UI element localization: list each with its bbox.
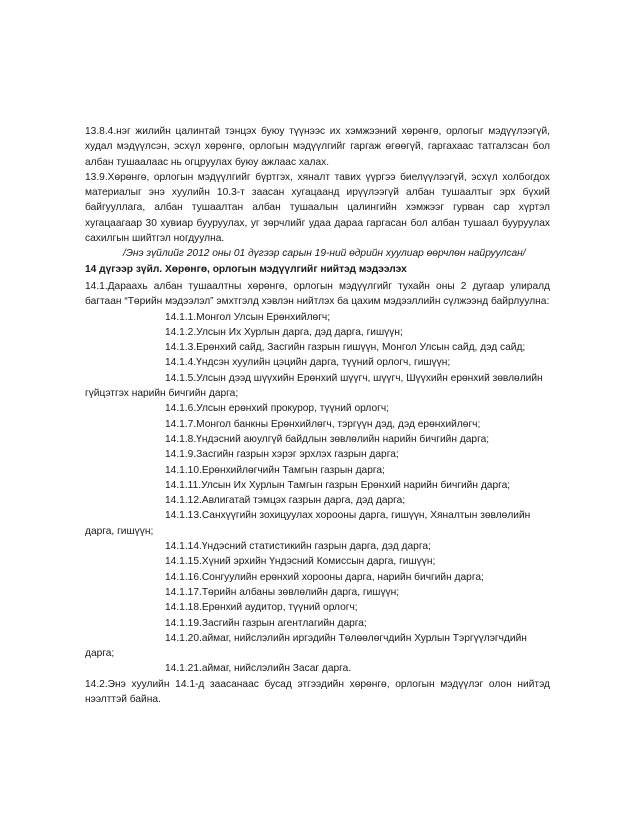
list-item: 14.1.20.аймаг, нийслэлийн иргэдийн Төлөөлөгчдийн Хурлын Тэргүүлэгчдийн (165, 632, 527, 644)
list-item: 14.1.21.аймаг, нийслэлийн Засаг дарга. (165, 663, 352, 675)
list-item: 14.1.9.Засгийн газрын хэрэг эрхлэх газрын дарга; (165, 449, 399, 461)
list-item: 14.1.16.Сонгуулийн ерөнхий хорооны дарга, нарийн бичгийн дарга; (165, 571, 484, 583)
list-item: 14.1.14.Үндэсний статистикийн газрын дарга, дэд дарга; (165, 541, 431, 553)
paragraph-13-8-4: 13.8.4.нэг жилийн цалинтай тэнцэх буюу түүнээс их хэмжээний хөрөнгө, орлогыг мэдүүлээгүй, худал мэдүүлсэн, эсхүл хөрөнгө, орлогын мэдүүлгийг гаргаж өгөөгүй, гаргахаас татгалзсан бол албан тушаалаас нь огцруулах буюу ажлаас халах. (85, 126, 550, 168)
list-item: 14.1.4.Үндсэн хуулийн цэцийн дарга, түүний орлогч, гишүүн; (165, 357, 451, 369)
list-item-continuation: дарга; (85, 648, 115, 660)
list-item: 14.1.15.Хүний эрхийн Үндэсний Комиссын дарга, гишүүн; (165, 556, 436, 568)
list-item: 14.1.1.Монгол Улсын Ерөнхийлөгч; (165, 311, 331, 323)
list-item: 14.1.7.Монгол банкны Ерөнхийлөгч, тэргүүн дэд, дэд ерөнхийлөгч; (165, 418, 481, 430)
list-item: 14.1.19.Засгийн газрын агентлагийн дарга; (165, 617, 367, 629)
list-item: 14.1.8.Үндэсний аюулгүй байдлын зөвлөлийн нарийн бичгийн дарга; (165, 433, 490, 445)
list-item: 14.1.13.Санхүүгийн зохицуулах хорооны дарга, гишүүн, Хяналтын зөвлөлийн (165, 510, 531, 522)
list-item: 14.1.10.Ерөнхийлөгчийн Тамгын газрын дарга; (165, 464, 385, 476)
paragraph-14-2: 14.2.Энэ хуулийн 14.1-д заасанаас бусад этгээдийн хөрөнгө, орлогын мэдүүлэг олон нийтэд нээлттэй байна. (85, 678, 550, 705)
amendment-note: /Энэ зүйлийг 2012 оны 01 дүгээр сарын 19-ний өдрийн хуулиар өөрчлөн найруулсан/ (123, 248, 526, 260)
article-14-1-list (85, 310, 550, 677)
list-item-continuation: дарга, гишүүн; (85, 525, 154, 537)
list-item: 14.1.5.Улсын дээд шүүхийн Ерөнхий шүүгч, шүүгч, Шүүхийн ерөнхий зөвлөлийн (165, 372, 543, 384)
article-14-heading: 14 дүгээр зүйл. Хөрөнгө, орлогын мэдүүлгийг нийтэд мэдээлэх (85, 263, 407, 275)
document-page (85, 124, 550, 707)
list-item: 14.1.11.Улсын Их Хурлын Тамгын газрын Ерөнхий нарийн бичгийн дарга; (165, 479, 511, 491)
list-item: 14.1.12.Авлигатай тэмцэх газрын дарга, дэд дарга; (165, 495, 406, 507)
list-item: 14.1.18.Ерөнхий аудитор, түүний орлогч; (165, 602, 358, 614)
paragraph-14-1: 14.1.Дараахь албан тушаалтны хөрөнгө, орлогын мэдүүлгийг тухайн оны 2 дугаар улиралд багтаан “Төрийн мэдээлэл” эмхтгэлд хэвлэн нийтлэх ба цахим мэдээллийн сүлжээнд байрлуулна: (85, 280, 550, 308)
list-item: 14.1.6.Улсын ерөнхий прокурор, түүний орлогч; (165, 403, 389, 415)
list-item: 14.1.17.Төрийн албаны зөвлөлийн дарга, гишүүн; (165, 586, 400, 598)
list-item: 14.1.3.Ерөнхий сайд, Засгийн газрын гишүүн, Монгол Улсын сайд, дэд сайд; (165, 342, 526, 354)
list-item-continuation: гүйцэтгэх нарийн бичгийн дарга; (85, 388, 239, 400)
list-item: 14.1.2.Улсын Их Хурлын дарга, дэд дарга, гишүүн; (165, 326, 403, 338)
paragraph-13-9: 13.9.Хөрөнгө, орлогын мэдүүлгийг бүртгэх, хяналт тавих үүргээ биелүүлээгүй, эсхүл холбогдох материалыг энэ хуулийн 10.3-т заасан хугацаанд ирүүлээгүй албан тушаалтыг эрх бүхий байгууллага, албан тушаалтан албан тушаалын цалингийн хэмжээг гурван сар хүртэл хугацаагаар 30 хувиар бууруулах, уг зөрчлийг удаа дараа гаргасан бол албан тушаал бууруулах сахилгын шийтгэл ногдуулна. (85, 171, 550, 245)
